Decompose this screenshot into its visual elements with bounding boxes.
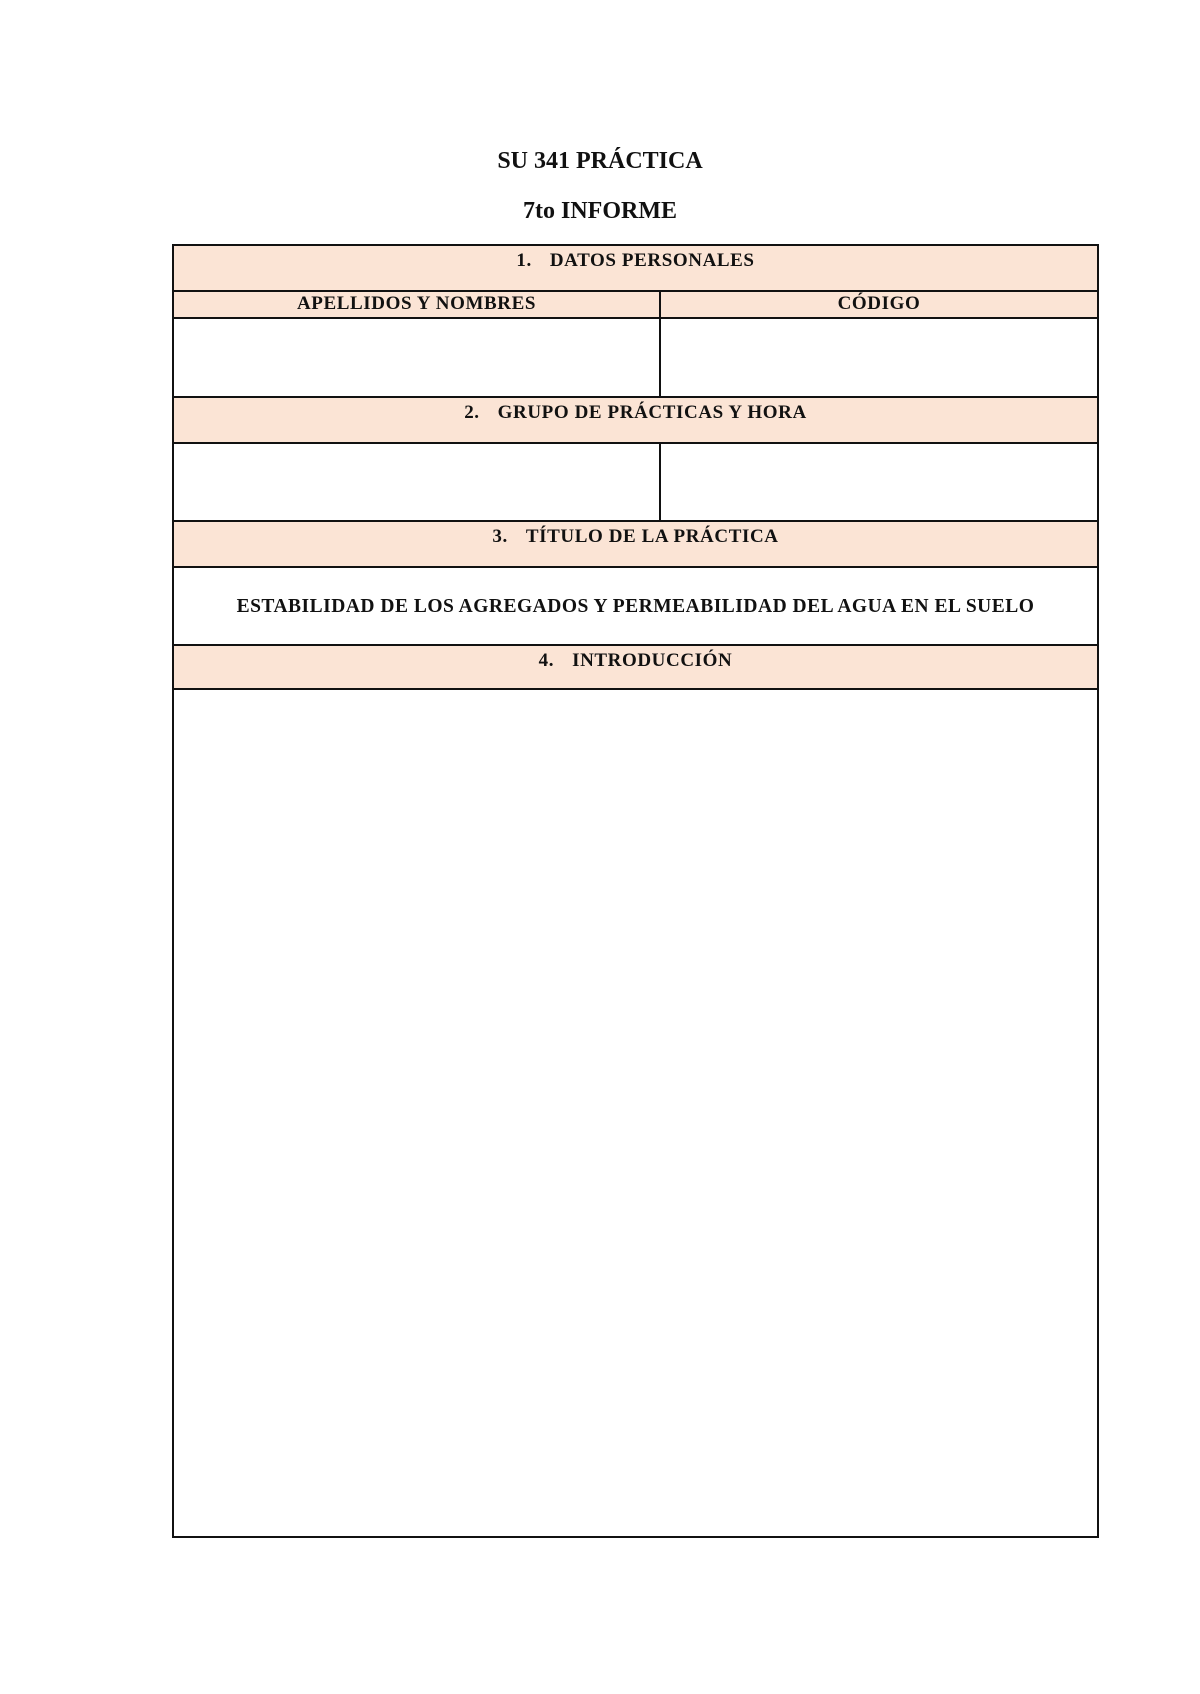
section-number: 1. [516, 250, 532, 271]
section-header-introduction [174, 646, 1097, 690]
personal-data-row [174, 319, 1097, 398]
section-label: INTRODUCCIÓN [572, 650, 733, 671]
report-form [172, 244, 1099, 1538]
practice-title-text: ESTABILIDAD DE LOS AGREGADOS Y PERMEABILIDAD DEL AGUA EN EL SUELO [174, 568, 1097, 646]
personal-columns-header [174, 292, 1097, 319]
course-title: SU 341 PRÁCTICA [497, 148, 703, 174]
section-number: 3. [492, 526, 508, 547]
report-title: 7to INFORME [523, 198, 677, 224]
section-label: TÍTULO DE LA PRÁCTICA [525, 526, 779, 547]
names-column-header: APELLIDOS Y NOMBRES [174, 292, 661, 317]
section-label: DATOS PERSONALES [549, 250, 755, 271]
code-field[interactable] [661, 319, 1097, 396]
code-column-header: CÓDIGO [837, 293, 921, 314]
section-header-group [174, 398, 1097, 444]
hour-field[interactable] [661, 444, 1097, 520]
introduction-body[interactable] [174, 690, 1097, 1536]
section-number: 4. [538, 650, 555, 671]
group-field[interactable] [174, 444, 661, 520]
group-data-row [174, 444, 1097, 522]
names-field[interactable] [174, 319, 661, 396]
section-header-practice-title [174, 522, 1097, 568]
section-label: GRUPO DE PRÁCTICAS Y HORA [497, 402, 807, 423]
section-header-personal-data [174, 246, 1097, 292]
section-number: 2. [464, 402, 480, 423]
